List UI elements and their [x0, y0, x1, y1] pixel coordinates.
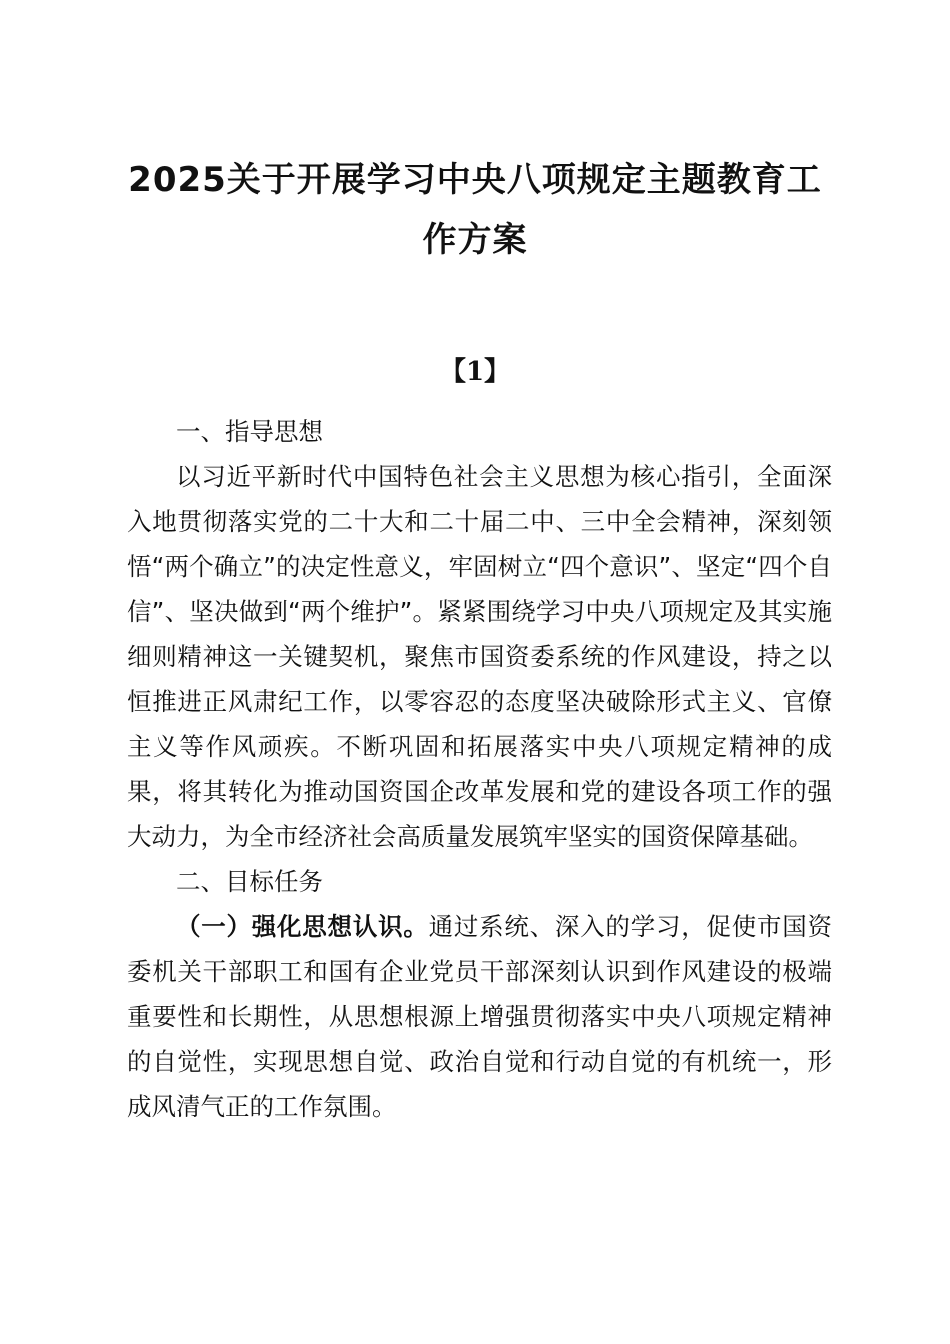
section-heading-guiding-ideology: 一、指导思想 [176, 417, 323, 446]
item-title-strengthen-awareness: （一）强化思想认识。 [176, 912, 429, 941]
section-number: 【1】 [439, 357, 511, 387]
document-title [110, 150, 840, 270]
title-line-2: 作方案 [422, 220, 528, 260]
document-body [127, 409, 832, 1129]
item-text-strengthen-awareness: 通过系统、深入的学习，促使市国资委机关干部职工和国有企业党员干部深刻认识到作风建设的极端重要性和长期性，从思想根源上增强贯彻落实中央八项规定精神的自觉性，实现思想自觉、政治自觉和行动自觉的有机统一，形成风清气正的工作氛围。 [127, 912, 833, 1121]
paragraph-strengthen-awareness [127, 904, 832, 1129]
title-line-1: 2025关于开展学习中央八项规定主题教育工 [128, 160, 822, 200]
section-heading-goals-tasks: 二、目标任务 [176, 867, 323, 896]
paragraph-guiding-ideology: 以习近平新时代中国特色社会主义思想为核心指引，全面深入地贯彻落实党的二十大和二十届二中、三中全会精神，深刻领悟“两个确立”的决定性意义，牢固树立“四个意识”、坚定“四个自信”、坚决做到“两个维护”。紧紧围绕学习中央八项规定及其实施细则精神这一关键契机，聚焦市国资委系统的作风建设，持之以恒推进正风肃纪工作，以零容忍的态度坚决破除形式主义、官僚主义等作风顽疾。不断巩固和拓展落实中央八项规定精神的成果，将其转化为推动国资国企改革发展和党的建设各项工作的强大动力，为全市经济社会高质量发展筑牢坚实的国资保障基础。 [127, 462, 832, 851]
